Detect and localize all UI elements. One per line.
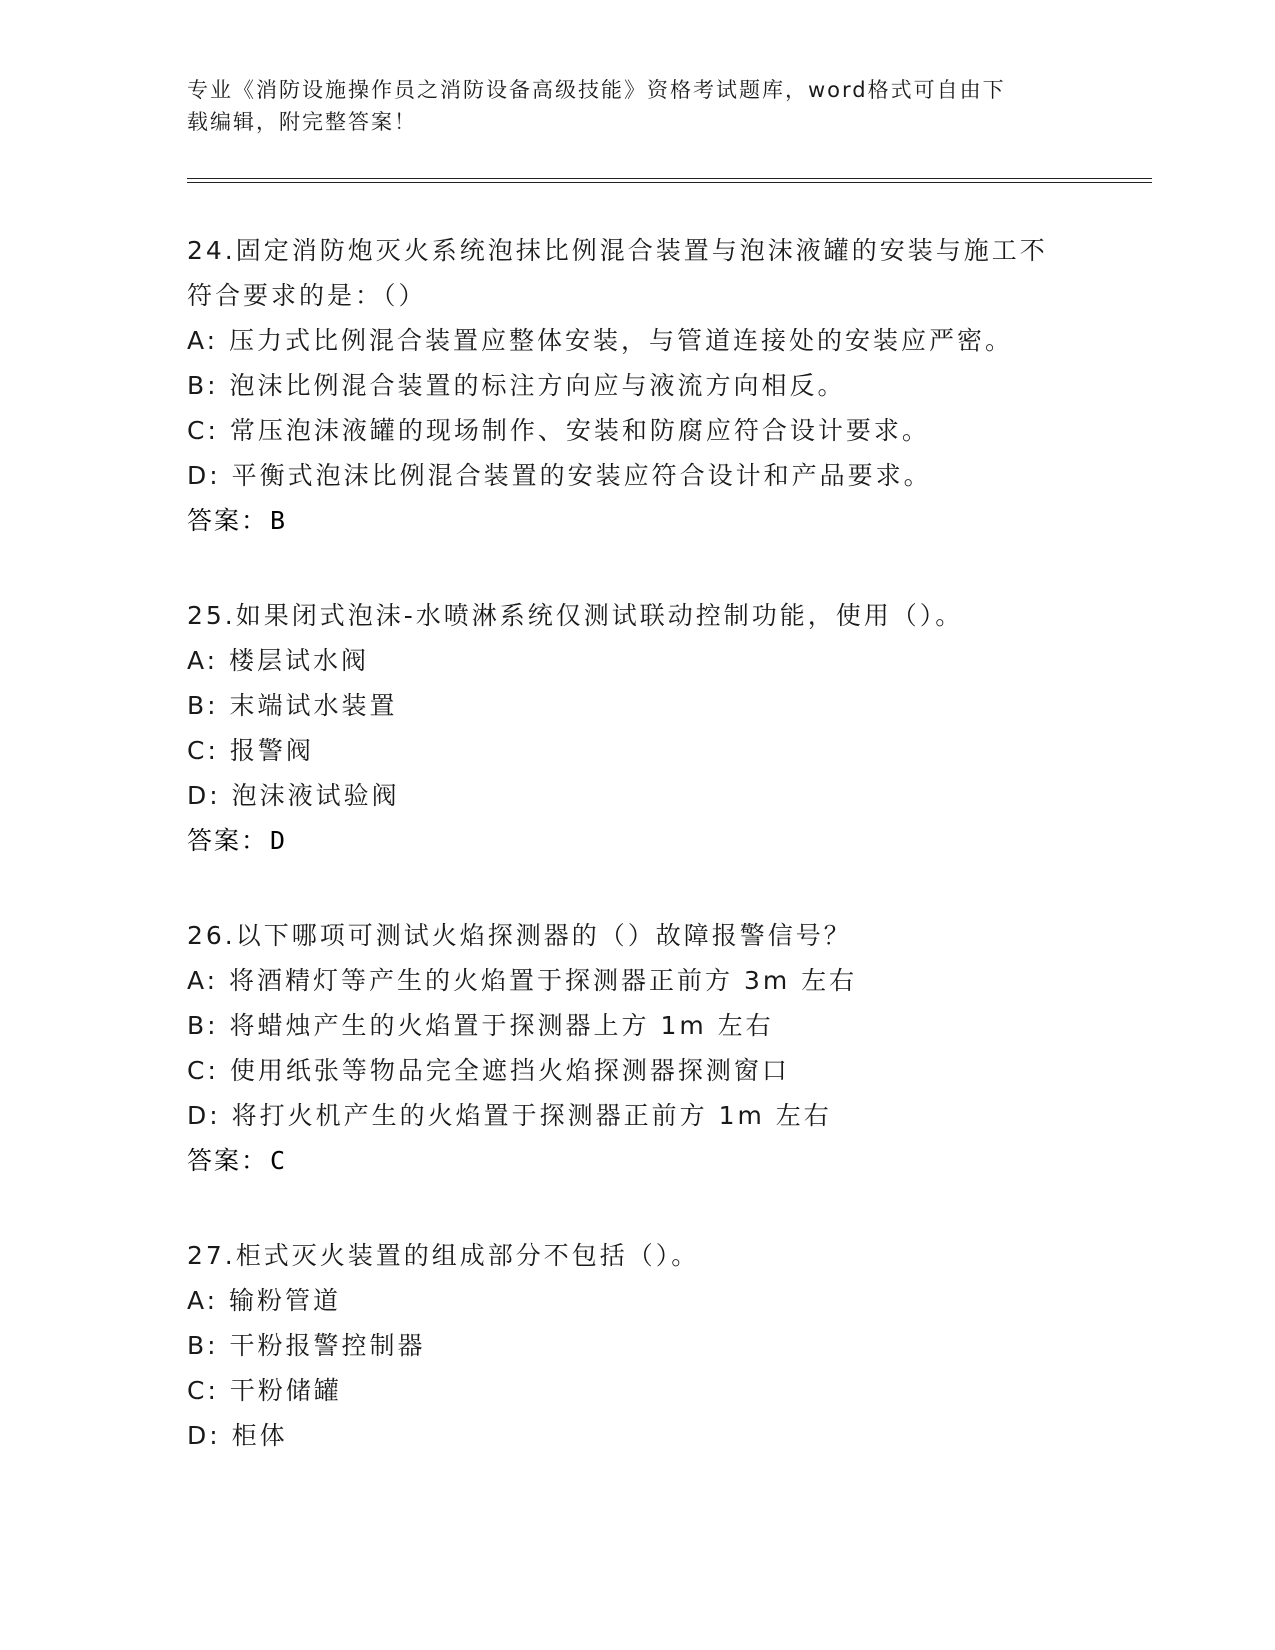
option-a: A: 压力式比例混合装置应整体安装，与管道连接处的安装应严密。 bbox=[187, 326, 1014, 355]
option-d: D: 泡沫液试验阀 bbox=[187, 781, 400, 810]
answer-line bbox=[187, 498, 1087, 543]
question-stem: 27.柜式灭火装置的组成部分不包括（）。 bbox=[187, 1241, 700, 1270]
option-c: C: 常压泡沫液罐的现场制作、安装和防腐应符合设计要求。 bbox=[187, 416, 930, 445]
option-a: A: 楼层试水阀 bbox=[187, 646, 370, 675]
option-c: C: 使用纸张等物品完全遮挡火焰探测器探测窗口 bbox=[187, 1056, 790, 1085]
header-line-1: 专业《消防设施操作员之消防设备高级技能》资格考试题库，word格式可自由下 bbox=[187, 78, 1006, 102]
answer-value: B bbox=[270, 506, 288, 535]
question-stem: 26.以下哪项可测试火焰探测器的（）故障报警信号？ bbox=[187, 921, 852, 950]
question-stem: 24.固定消防炮灭火系统泡抹比例混合装置与泡沫液罐的安装与施工不 bbox=[187, 236, 1048, 265]
answer-value: C bbox=[270, 1146, 288, 1175]
question-27 bbox=[187, 1233, 1087, 1458]
option-b: B: 泡沫比例混合装置的标注方向应与液流方向相反。 bbox=[187, 371, 846, 400]
option-d: D: 柜体 bbox=[187, 1421, 288, 1450]
question-24 bbox=[187, 228, 1087, 543]
option-c: C: 报警阀 bbox=[187, 736, 314, 765]
question-26 bbox=[187, 913, 1087, 1183]
answer-label: 答案： bbox=[187, 826, 269, 855]
option-c: C: 干粉储罐 bbox=[187, 1376, 342, 1405]
answer-value: D bbox=[270, 826, 288, 855]
answer-line bbox=[187, 1138, 1087, 1183]
option-a: A: 将酒精灯等产生的火焰置于探测器正前方 3m 左右 bbox=[187, 966, 858, 995]
header-line-2: 载编辑，附完整答案！ bbox=[187, 110, 417, 134]
option-b: B: 干粉报警控制器 bbox=[187, 1331, 426, 1360]
question-stem: 25.如果闭式泡沫-水喷淋系统仅测试联动控制功能，使用（）。 bbox=[187, 601, 964, 630]
answer-line bbox=[187, 818, 1087, 863]
option-a: A: 输粉管道 bbox=[187, 1286, 342, 1315]
question-stem-continued: 符合要求的是：（） bbox=[187, 281, 427, 310]
header-divider-top bbox=[187, 178, 1152, 179]
option-d: D: 将打火机产生的火焰置于探测器正前方 1m 左右 bbox=[187, 1101, 832, 1130]
document-header bbox=[187, 74, 1067, 138]
option-b: B: 将蜡烛产生的火焰置于探测器上方 1m 左右 bbox=[187, 1011, 774, 1040]
answer-label: 答案： bbox=[187, 1146, 269, 1175]
header-divider-bottom bbox=[187, 182, 1152, 183]
answer-label: 答案： bbox=[187, 506, 269, 535]
option-b: B: 末端试水装置 bbox=[187, 691, 398, 720]
option-d: D: 平衡式泡沫比例混合装置的安装应符合设计和产品要求。 bbox=[187, 461, 932, 490]
question-25 bbox=[187, 593, 1087, 863]
